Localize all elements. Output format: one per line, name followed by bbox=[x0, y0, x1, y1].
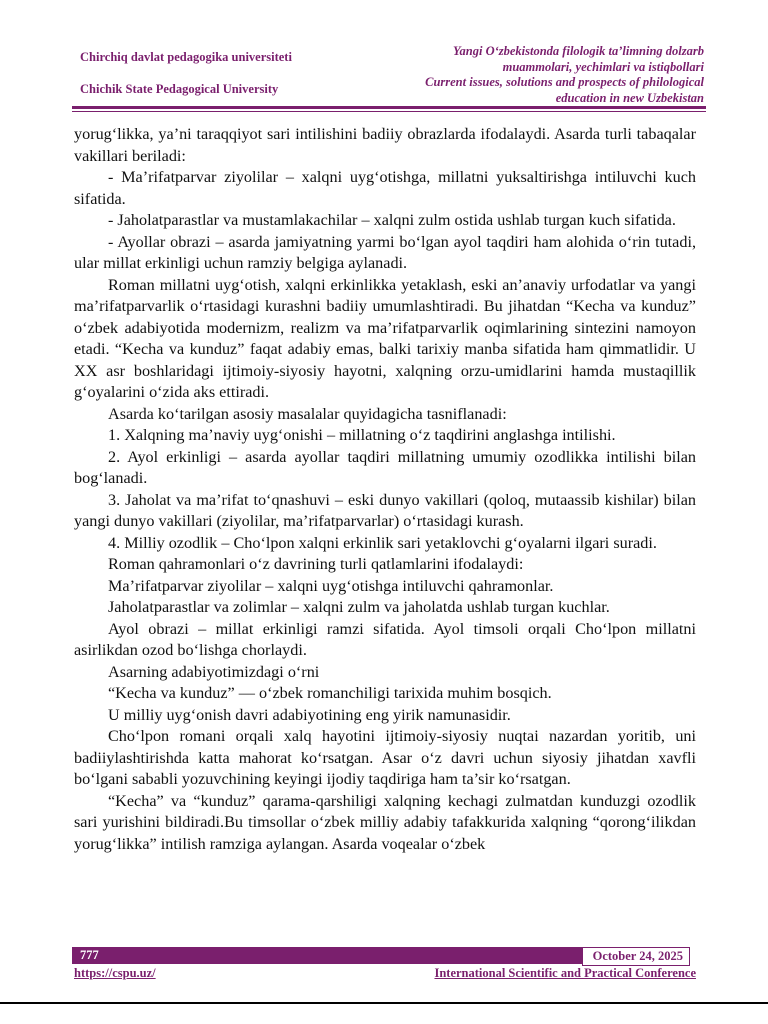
paragraph: - Jaholatparastlar va mustamlakachilar – xalqni zulm ostida ushlab turgan kuch sifatida. bbox=[108, 211, 676, 229]
paragraph: Asarda ko‘tarilgan asosiy masalalar quyidagicha tasniflanadi: bbox=[108, 404, 507, 423]
paragraph: Ma’rifatparvar ziyolilar – xalqni uyg‘otishga intiluvchi qahramonlar. bbox=[108, 576, 554, 595]
header-title-line: Yangi O‘zbekistonda filologik ta’limning dolzarb bbox=[453, 44, 704, 58]
paragraph: Roman qahramonlari o‘z davrining turli qatlamlarini ifodalaydi: bbox=[108, 555, 524, 573]
header-divider bbox=[72, 106, 706, 109]
paragraph: 4. Milliy ozodlik – Cho‘lpon xalqni erkinlik sari yetaklovchi g‘oyalarni ilgari suradi. bbox=[108, 533, 657, 552]
header-title-line: Current issues, solutions and prospects of philological bbox=[425, 75, 704, 89]
article-body bbox=[74, 124, 696, 855]
footer-conference-link[interactable]: International Scientific and Practical Conference bbox=[434, 966, 696, 980]
paragraph: 2. Ayol erkinligi – asarda ayollar taqdiri millatning umumiy ozodlikka intilishi bilan bog‘lanadi. bbox=[74, 447, 696, 487]
page-bottom-border bbox=[0, 1002, 768, 1004]
header-title-line: muammolari, yechimlari va istiqbollari bbox=[502, 59, 704, 74]
header-conference-title bbox=[364, 44, 704, 106]
paragraph: Roman millatni uyg‘otish, xalqni erkinlikka yetaklash, eski an’anaviy urfodatlar va yangi ma’rifatparvarlik o‘rtasidagi kurashni badiiy umumlashtiradi. Bu jihatdan “Kecha va kunduz” o‘zbek adabiyotida modernizm, realizm va ma’rifatparvarlik oqimlarining sintezini namoyon etadi. “Kecha va kunduz” faqat adabiy emas, balki tarixiy manba sifatida ham qimmatlidir. U XX asr boshlaridagi ijtimoiy-siyosiy hayotni, xalqning orzu-umidlarini hamda mustaqillik g‘oyalarini o‘zida aks ettiradi. bbox=[74, 275, 696, 401]
page-number: 777 bbox=[80, 948, 99, 962]
paragraph: 3. Jaholat va ma’rifat to‘qnashuvi – eski dunyo vakillari (qoloq, mutaassib kishilar) bilan yangi dunyo vakillari (ziyolilar, ma’rifatparvarlar) o‘rtasidagi kurash. bbox=[74, 490, 696, 530]
footer-url-link[interactable]: https://cspu.uz/ bbox=[74, 966, 156, 980]
paragraph: 1. Xalqning ma’naviy uyg‘onishi – millatning o‘z taqdirini anglashga intilishi. bbox=[108, 426, 616, 444]
paragraph: Asarning adabiyotimizdagi o‘rni bbox=[108, 662, 320, 681]
paragraph: Cho‘lpon romani orqali xalq hayotini ijtimoiy-siyosiy nuqtai nazardan yoritib, uni badiiylashtirishda katta mahorat ko‘rsatgan. Asar o‘z davri uchun siyosiy jihatdan xavfli bo‘lgani sababli yozuvchining keyingi ijodiy taqdiriga ham ta’sir ko‘rsatgan. bbox=[74, 727, 696, 788]
header-divider-thin bbox=[72, 111, 706, 112]
paragraph: - Ma’rifatparvar ziyolilar – xalqni uyg‘otishga, millatni yuksaltirishga intiluvchi kuch sifatida. bbox=[74, 168, 696, 208]
paragraph: U milliy uyg‘onish davri adabiyotining eng yirik namunasidir. bbox=[108, 705, 511, 724]
footer-date: October 24, 2025 bbox=[582, 947, 690, 966]
header-university-uz: Chirchiq davlat pedagogika universiteti bbox=[80, 50, 292, 64]
header-title-line: education in new Uzbekistan bbox=[555, 90, 704, 105]
paragraph: “Kecha va kunduz” — o‘zbek romanchiligi tarixida muhim bosqich. bbox=[108, 684, 552, 702]
paragraph: “Kecha” va “kunduz” qarama-qarshiligi xalqning kechagi zulmatdan kunduzgi ozodlik sari yurishini bildiradi.Bu timsollar o‘zbek milliy adabiy tafakkurida xalqning “qorong‘ilikdan yorug‘likka” intilish ramziga aylangan. Asarda voqealar o‘zbek bbox=[74, 791, 696, 853]
paragraph: Ayol obrazi – millat erkinligi ramzi sifatida. Ayol timsoli orqali Cho‘lpon millatni asirlikdan ozod bo‘lishga chorlaydi. bbox=[74, 619, 696, 659]
paragraph: - Ayollar obrazi – asarda jamiyatning yarmi bo‘lgan ayol taqdiri ham alohida o‘rin tutadi, ular millat erkinligi uchun ramziy belgiga aylanadi. bbox=[74, 232, 696, 272]
header-university-en: Chichik State Pedagogical University bbox=[80, 82, 279, 96]
paragraph: yorug‘likka, ya’ni taraqqiyot sari intilishini badiiy obrazlarda ifodalaydi. Asarda turli tabaqalar vakillari beriladi: bbox=[74, 125, 696, 165]
paragraph: Jaholatparastlar va zolimlar – xalqni zulm va jaholatda ushlab turgan kuchlar. bbox=[108, 598, 610, 616]
